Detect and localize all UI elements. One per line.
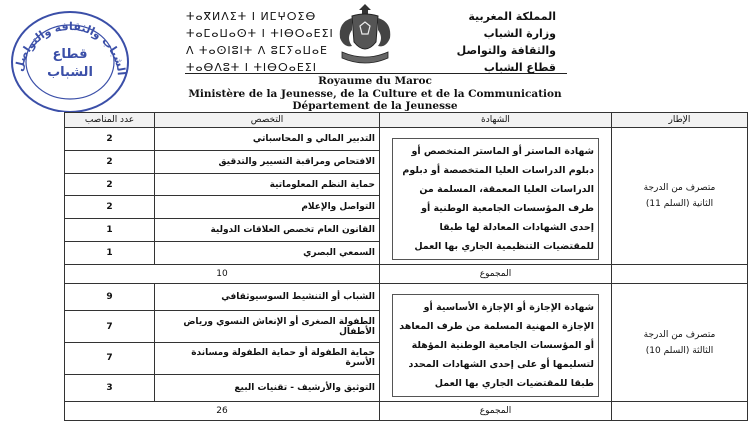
frame-line: الثالثة (السلم 10) bbox=[645, 345, 714, 356]
total-row bbox=[65, 265, 748, 284]
specialty-cell: الافتحاص ومراقبة التسيير والتدقيق bbox=[155, 150, 380, 173]
fr-heading-department: Département de la Jeunesse bbox=[292, 100, 458, 112]
total-value: 26 bbox=[65, 402, 380, 421]
table-header-row bbox=[65, 113, 748, 128]
header-frame: الإطار bbox=[612, 113, 748, 128]
specialty-cell: السمعي البصري bbox=[155, 242, 380, 265]
tifinagh-heading bbox=[186, 8, 336, 76]
count-cell: 7 bbox=[65, 342, 155, 374]
count-cell: 1 bbox=[65, 219, 155, 242]
specialty-cell: القانون العام تخصص العلاقات الدولية bbox=[155, 219, 380, 242]
specialty-cell: الطفولة الصغرى أو الإنعاش النسوي ورياض الأطفال bbox=[155, 311, 380, 343]
tifinagh-line: ⴷ ⵜⴰⵙⵏⵓⵏⵜ ⴷ ⵓⵎⵢⴰⵡⴰⴹ bbox=[186, 44, 328, 57]
header-count: عدد المناصب bbox=[65, 113, 155, 128]
tifinagh-line: ⵜⴰⵎⴰⵡⴰⵙⵜ ⵏ ⵜⵏⴱⵔⴰⴹⵉⵏ bbox=[186, 27, 334, 40]
tifinagh-line: ⵜⴰⴱⴷⵓⵜ ⵏ ⵜⵏⴱⵔⴰⴹⵉⵏ bbox=[186, 61, 317, 74]
count-cell: 2 bbox=[65, 150, 155, 173]
department-stamp bbox=[0, 0, 135, 112]
count-cell: 9 bbox=[65, 284, 155, 311]
total-empty-cell bbox=[612, 265, 748, 284]
arabic-heading bbox=[406, 8, 556, 76]
frame-line: الثانية (السلم 11) bbox=[645, 199, 714, 209]
french-heading bbox=[160, 75, 590, 113]
arabic-heading-line: قطاع الشباب bbox=[483, 61, 556, 74]
fr-heading-ministry: Ministère de la Jeunesse, de la Culture et de la Communication bbox=[188, 87, 562, 100]
total-empty-cell bbox=[612, 402, 748, 421]
total-label: المجموع bbox=[380, 402, 612, 421]
stamp-outer-text: الشباب والثقافة والتواصل bbox=[12, 19, 128, 76]
header-specialty: التخصص bbox=[155, 113, 380, 128]
specialty-cell: التواصل والإعلام bbox=[155, 196, 380, 219]
specialty-cell: حماية النظم المعلوماتية bbox=[155, 173, 380, 196]
table-row bbox=[65, 128, 748, 151]
arabic-heading-line: المملكة المغربية bbox=[468, 10, 556, 23]
certificate-cell bbox=[380, 128, 612, 265]
frame-cell bbox=[612, 128, 748, 265]
count-cell: 2 bbox=[65, 173, 155, 196]
specialty-cell: الشباب أو التنشيط السوسيوثقافي bbox=[155, 284, 380, 311]
specialty-cell: التوثيق والأرشيف - تقنيات البيع bbox=[155, 374, 380, 401]
table-row bbox=[65, 284, 748, 311]
count-cell: 3 bbox=[65, 374, 155, 401]
frame-cell bbox=[612, 284, 748, 402]
frame-line: متصرف من الدرجة bbox=[643, 329, 716, 340]
count-cell: 2 bbox=[65, 196, 155, 219]
total-label: المجموع bbox=[380, 265, 612, 284]
coat-of-arms-icon bbox=[330, 2, 400, 68]
count-cell: 7 bbox=[65, 311, 155, 343]
tifinagh-line: ⵜⴰⴳⵍⴷⵉⵜ ⵏ ⵍⵎⵖⵔⵉⴱ bbox=[186, 10, 317, 23]
certificate-text: شهادة الإجازة أو الإجازة الأساسية أو الإجازة المهنية المسلمة من طرف المعاهد أو المؤسسات الجامعية الوطنية المؤهلة لتسليمها أو على إحدى الشهادات المحدد طبقا للمقتضيات الجاري بها العمل bbox=[392, 294, 599, 397]
certificate-cell bbox=[380, 284, 612, 402]
specialty-cell: التدبير المالي و المحاسباتي bbox=[155, 128, 380, 151]
stamp-inner-line-2: الشباب bbox=[47, 65, 93, 80]
header-certificate: الشهادة bbox=[380, 113, 612, 128]
count-cell: 2 bbox=[65, 128, 155, 151]
arabic-heading-line: وزارة الشباب bbox=[483, 27, 556, 40]
fr-heading-kingdom: Royaume du Maroc bbox=[318, 75, 432, 87]
count-cell: 1 bbox=[65, 242, 155, 265]
specialty-cell: حماية الطفولة أو حماية الطفولة ومساندة الأسرة bbox=[155, 342, 380, 374]
stamp-inner-line-1: قطاع bbox=[52, 47, 88, 62]
certificate-text: شهادة الماستر أو الماستر المتخصص أو دبلوم الدراسات العليا المتخصصة أو دبلوم الدراسات العليا المعمقة، المسلمة من طرف المؤسسات الجامعية الوطنية أو إحدى الشهادات المعادلة لها طبقا للمقتضيات التنظيمية الجاري بها العمل bbox=[392, 138, 599, 260]
header-divider bbox=[185, 73, 567, 74]
arabic-heading-line: والثقافة والتواصل bbox=[456, 44, 556, 57]
total-row bbox=[65, 402, 748, 421]
frame-line: متصرف من الدرجة bbox=[643, 183, 716, 193]
positions-table bbox=[64, 112, 748, 421]
total-value: 10 bbox=[65, 265, 380, 284]
